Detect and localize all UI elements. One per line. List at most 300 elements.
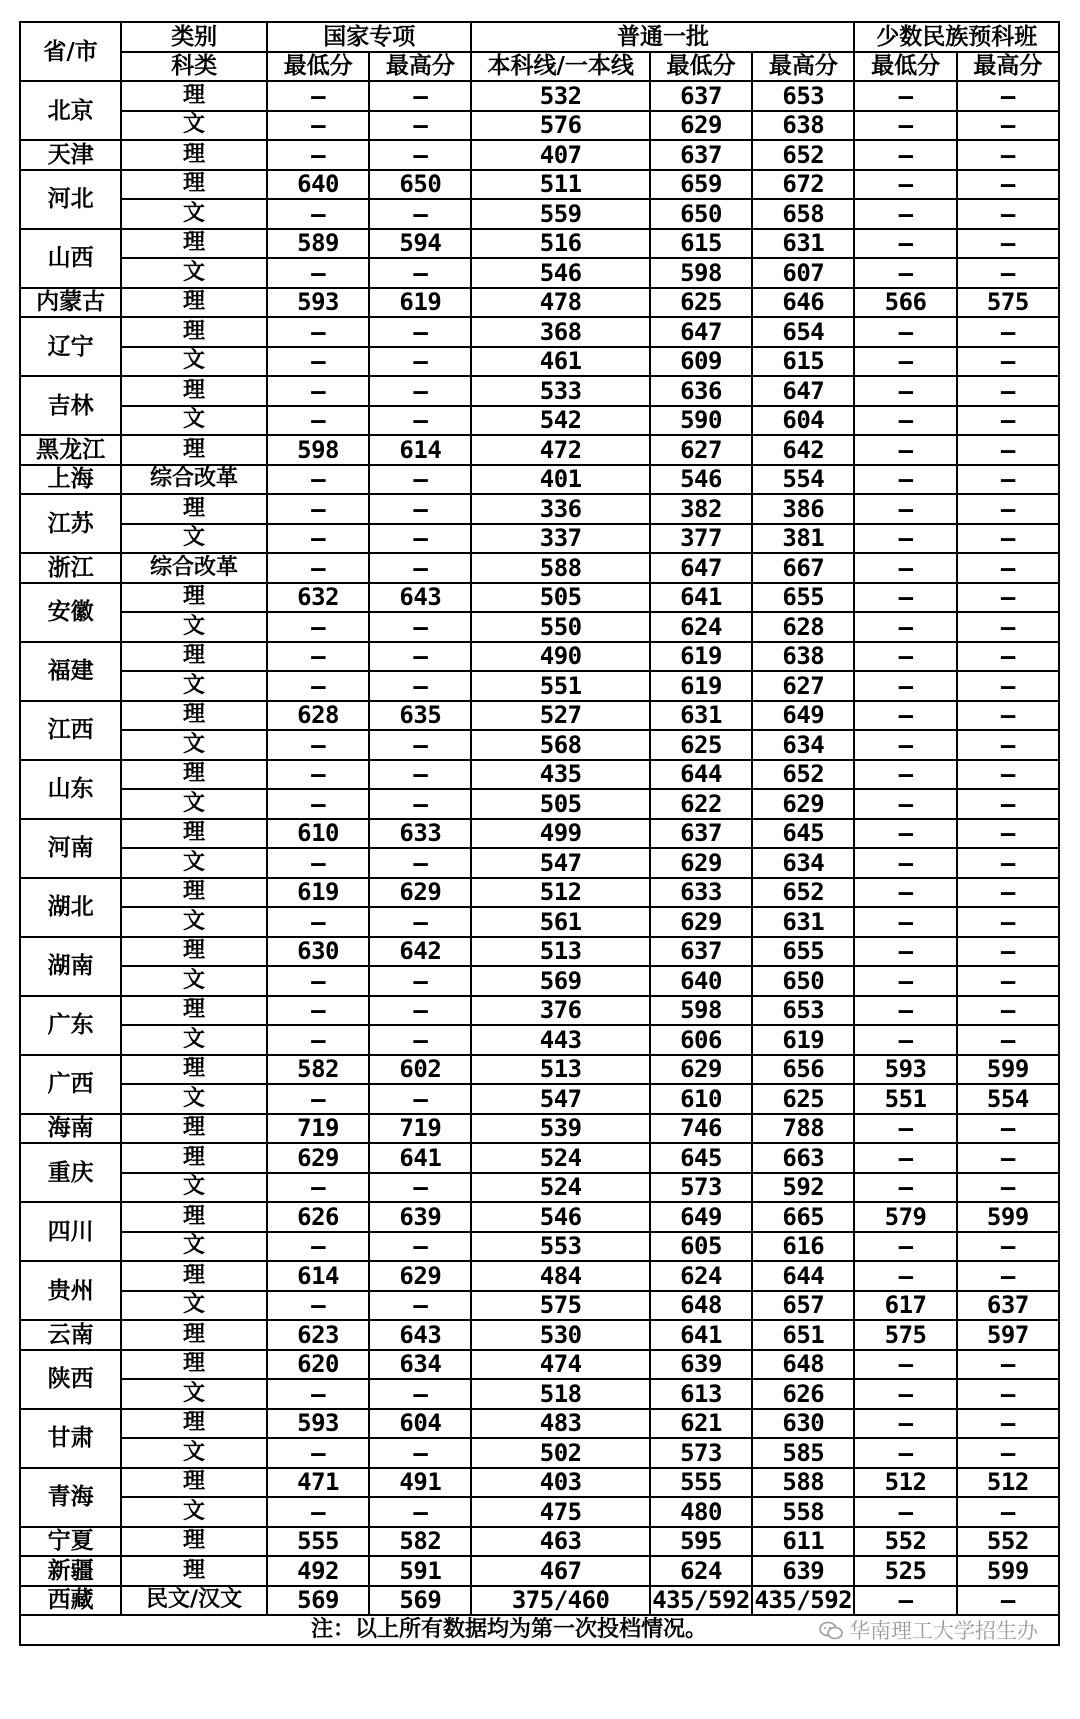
min-max-cell: 637 (957, 1291, 1059, 1321)
min-max-cell: — (957, 1350, 1059, 1380)
nat-max-cell: — (369, 671, 471, 701)
gen-min-cell: 650 (650, 199, 752, 229)
category-cell: 理 (121, 1527, 267, 1557)
nat-min-cell: 582 (267, 1055, 369, 1085)
nat-max-cell: 602 (369, 1055, 471, 1085)
nat-min-cell: 719 (267, 1114, 369, 1144)
province-cell: 海南 (20, 1114, 121, 1144)
gen-min-cell: 598 (650, 258, 752, 288)
table-header (20, 22, 1059, 81)
header-general-max: 最高分 (752, 52, 854, 82)
min-min-cell: — (854, 229, 956, 259)
nat-min-cell: 632 (267, 583, 369, 613)
min-min-cell: 575 (854, 1320, 956, 1350)
min-max-cell: — (957, 1025, 1059, 1055)
table-row (20, 1084, 1059, 1114)
gen-min-cell: 649 (650, 1202, 752, 1232)
min-min-cell: — (854, 1350, 956, 1380)
gen-max-cell: 644 (752, 1261, 854, 1291)
line-cell: 518 (471, 1379, 649, 1409)
gen-max-cell: 663 (752, 1143, 854, 1173)
gen-max-cell: 672 (752, 170, 854, 200)
province-cell: 甘肃 (20, 1409, 121, 1468)
gen-min-cell: 621 (650, 1409, 752, 1439)
min-max-cell: — (957, 111, 1059, 141)
gen-min-cell: 641 (650, 1320, 752, 1350)
min-max-cell: — (957, 435, 1059, 465)
min-min-cell: — (854, 199, 956, 229)
nat-min-cell: 640 (267, 170, 369, 200)
nat-min-cell: — (267, 848, 369, 878)
gen-min-cell: 625 (650, 730, 752, 760)
min-min-cell: 566 (854, 288, 956, 318)
nat-max-cell: — (369, 612, 471, 642)
category-cell: 理 (121, 81, 267, 111)
gen-max-cell: 631 (752, 229, 854, 259)
header-national-special: 国家专项 (267, 22, 472, 52)
line-cell: 478 (471, 288, 649, 318)
min-min-cell: — (854, 1438, 956, 1468)
min-min-cell: — (854, 730, 956, 760)
table-row (20, 760, 1059, 790)
min-min-cell: — (854, 317, 956, 347)
min-max-cell: — (957, 258, 1059, 288)
line-cell: 483 (471, 1409, 649, 1439)
nat-min-cell: — (267, 1232, 369, 1262)
min-max-cell: — (957, 406, 1059, 436)
table-row (20, 1379, 1059, 1409)
table-row (20, 435, 1059, 465)
category-cell: 文 (121, 907, 267, 937)
watermark (819, 1618, 1038, 1644)
gen-max-cell: 619 (752, 1025, 854, 1055)
min-max-cell: — (957, 819, 1059, 849)
min-min-cell: — (854, 1232, 956, 1262)
nat-max-cell: — (369, 789, 471, 819)
line-cell: 551 (471, 671, 649, 701)
province-cell: 河北 (20, 170, 121, 229)
line-cell: 542 (471, 406, 649, 436)
category-cell: 文 (121, 730, 267, 760)
line-cell: 502 (471, 1438, 649, 1468)
category-cell: 文 (121, 612, 267, 642)
gen-min-cell: 640 (650, 966, 752, 996)
gen-max-cell: 651 (752, 1320, 854, 1350)
wechat-icon (819, 1621, 843, 1641)
nat-max-cell: — (369, 1084, 471, 1114)
nat-max-cell: — (369, 553, 471, 583)
min-min-cell: 525 (854, 1556, 956, 1586)
min-min-cell: — (854, 1497, 956, 1527)
min-max-cell: — (957, 878, 1059, 908)
table-row (20, 1173, 1059, 1203)
gen-max-cell: 649 (752, 701, 854, 731)
table-row (20, 1497, 1059, 1527)
province-cell: 安徽 (20, 583, 121, 642)
category-cell: 理 (121, 878, 267, 908)
line-cell: 568 (471, 730, 649, 760)
province-cell: 重庆 (20, 1143, 121, 1202)
table-row (20, 1202, 1059, 1232)
gen-max-cell: 629 (752, 789, 854, 819)
category-cell: 理 (121, 140, 267, 170)
nat-min-cell: — (267, 1379, 369, 1409)
nat-min-cell: 598 (267, 435, 369, 465)
province-cell: 江苏 (20, 494, 121, 553)
province-cell: 北京 (20, 81, 121, 140)
table-row (20, 465, 1059, 495)
nat-max-cell: — (369, 996, 471, 1026)
gen-max-cell: 788 (752, 1114, 854, 1144)
province-cell: 辽宁 (20, 317, 121, 376)
score-table-container (19, 21, 1060, 1646)
gen-min-cell: 637 (650, 937, 752, 967)
header-national-max: 最高分 (369, 52, 471, 82)
gen-max-cell: 638 (752, 642, 854, 672)
line-cell: 547 (471, 848, 649, 878)
min-max-cell: — (957, 730, 1059, 760)
table-row (20, 819, 1059, 849)
header-minority-min: 最低分 (854, 52, 956, 82)
min-min-cell: — (854, 819, 956, 849)
province-cell: 广西 (20, 1055, 121, 1114)
line-cell: 375/460 (471, 1586, 649, 1616)
table-row (20, 258, 1059, 288)
line-cell: 443 (471, 1025, 649, 1055)
province-cell: 贵州 (20, 1261, 121, 1320)
line-cell: 546 (471, 1202, 649, 1232)
line-cell: 376 (471, 996, 649, 1026)
min-min-cell: — (854, 907, 956, 937)
line-cell: 513 (471, 1055, 649, 1085)
line-cell: 530 (471, 1320, 649, 1350)
line-cell: 524 (471, 1143, 649, 1173)
nat-min-cell: — (267, 347, 369, 377)
nat-max-cell: — (369, 111, 471, 141)
min-max-cell: 575 (957, 288, 1059, 318)
gen-min-cell: 624 (650, 1556, 752, 1586)
gen-min-cell: 637 (650, 819, 752, 849)
line-cell: 435 (471, 760, 649, 790)
category-cell: 理 (121, 1055, 267, 1085)
gen-max-cell: 630 (752, 1409, 854, 1439)
table-row (20, 1143, 1059, 1173)
min-max-cell: — (957, 376, 1059, 406)
category-cell: 理 (121, 1202, 267, 1232)
table-row (20, 494, 1059, 524)
gen-min-cell: 382 (650, 494, 752, 524)
category-cell: 理 (121, 701, 267, 731)
line-cell: 511 (471, 170, 649, 200)
line-cell: 336 (471, 494, 649, 524)
gen-max-cell: 558 (752, 1497, 854, 1527)
line-cell: 461 (471, 347, 649, 377)
nat-min-cell: — (267, 553, 369, 583)
min-max-cell: — (957, 612, 1059, 642)
province-cell: 福建 (20, 642, 121, 701)
line-cell: 472 (471, 435, 649, 465)
nat-max-cell: 719 (369, 1114, 471, 1144)
gen-min-cell: 637 (650, 81, 752, 111)
min-max-cell: 599 (957, 1556, 1059, 1586)
province-cell: 河南 (20, 819, 121, 878)
header-line: 本科线/一本线 (471, 52, 649, 82)
category-cell: 理 (121, 1350, 267, 1380)
min-max-cell: — (957, 553, 1059, 583)
nat-max-cell: — (369, 730, 471, 760)
line-cell: 569 (471, 966, 649, 996)
table-row (20, 642, 1059, 672)
table-body (20, 81, 1059, 1615)
nat-min-cell: — (267, 317, 369, 347)
watermark-text: 华南理工大学招生办 (849, 1619, 1038, 1643)
table-row (20, 1025, 1059, 1055)
nat-max-cell: — (369, 760, 471, 790)
province-cell: 湖南 (20, 937, 121, 996)
gen-max-cell: 381 (752, 524, 854, 554)
gen-max-cell: 653 (752, 996, 854, 1026)
province-cell: 新疆 (20, 1556, 121, 1586)
gen-min-cell: 613 (650, 1379, 752, 1409)
gen-max-cell: 652 (752, 878, 854, 908)
line-cell: 505 (471, 583, 649, 613)
nat-min-cell: — (267, 494, 369, 524)
line-cell: 337 (471, 524, 649, 554)
header-category-top: 类别 (121, 22, 267, 52)
min-max-cell: — (957, 524, 1059, 554)
min-max-cell: — (957, 140, 1059, 170)
line-cell: 539 (471, 1114, 649, 1144)
gen-min-cell: 615 (650, 229, 752, 259)
nat-min-cell: — (267, 907, 369, 937)
nat-max-cell: 633 (369, 819, 471, 849)
gen-max-cell: 655 (752, 937, 854, 967)
table-row (20, 1527, 1059, 1557)
gen-max-cell: 634 (752, 848, 854, 878)
nat-min-cell: — (267, 465, 369, 495)
min-max-cell: — (957, 1261, 1059, 1291)
min-min-cell: — (854, 701, 956, 731)
table-row (20, 1468, 1059, 1498)
province-cell: 青海 (20, 1468, 121, 1527)
nat-min-cell: — (267, 760, 369, 790)
min-min-cell: — (854, 494, 956, 524)
nat-min-cell: 626 (267, 1202, 369, 1232)
min-max-cell: — (957, 229, 1059, 259)
gen-min-cell: 609 (650, 347, 752, 377)
min-min-cell: — (854, 937, 956, 967)
category-cell: 理 (121, 376, 267, 406)
gen-min-cell: 622 (650, 789, 752, 819)
province-cell: 宁夏 (20, 1527, 121, 1557)
table-row (20, 966, 1059, 996)
gen-max-cell: 638 (752, 111, 854, 141)
province-cell: 云南 (20, 1320, 121, 1350)
category-cell: 文 (121, 406, 267, 436)
table-row (20, 1586, 1059, 1616)
nat-min-cell: 492 (267, 1556, 369, 1586)
line-cell: 467 (471, 1556, 649, 1586)
nat-max-cell: — (369, 317, 471, 347)
nat-max-cell: — (369, 1025, 471, 1055)
table-row (20, 1291, 1059, 1321)
gen-min-cell: 639 (650, 1350, 752, 1380)
header-province: 省/市 (20, 22, 121, 81)
min-min-cell: — (854, 996, 956, 1026)
nat-min-cell: — (267, 996, 369, 1026)
category-cell: 文 (121, 199, 267, 229)
table-row (20, 288, 1059, 318)
nat-max-cell: 639 (369, 1202, 471, 1232)
min-max-cell: 512 (957, 1468, 1059, 1498)
category-cell: 理 (121, 819, 267, 849)
nat-max-cell: 650 (369, 170, 471, 200)
nat-max-cell: — (369, 1173, 471, 1203)
gen-min-cell: 590 (650, 406, 752, 436)
table-row (20, 170, 1059, 200)
nat-min-cell: — (267, 642, 369, 672)
min-min-cell: — (854, 140, 956, 170)
nat-max-cell: — (369, 140, 471, 170)
min-max-cell: — (957, 907, 1059, 937)
line-cell: 524 (471, 1173, 649, 1203)
line-cell: 490 (471, 642, 649, 672)
min-max-cell: — (957, 583, 1059, 613)
category-cell: 文 (121, 848, 267, 878)
gen-max-cell: 648 (752, 1350, 854, 1380)
min-min-cell: 552 (854, 1527, 956, 1557)
table-row (20, 701, 1059, 731)
province-cell: 广东 (20, 996, 121, 1055)
gen-max-cell: 647 (752, 376, 854, 406)
gen-max-cell: 665 (752, 1202, 854, 1232)
nat-min-cell: — (267, 406, 369, 436)
province-cell: 西藏 (20, 1586, 121, 1616)
min-max-cell: — (957, 1114, 1059, 1144)
category-cell: 文 (121, 1438, 267, 1468)
table-row (20, 878, 1059, 908)
gen-max-cell: 607 (752, 258, 854, 288)
gen-min-cell: 648 (650, 1291, 752, 1321)
gen-min-cell: 645 (650, 1143, 752, 1173)
province-cell: 浙江 (20, 553, 121, 583)
gen-max-cell: 604 (752, 406, 854, 436)
min-min-cell: — (854, 376, 956, 406)
gen-max-cell: 554 (752, 465, 854, 495)
min-max-cell: — (957, 1438, 1059, 1468)
category-cell: 综合改革 (121, 465, 267, 495)
min-min-cell: — (854, 1114, 956, 1144)
nat-max-cell: — (369, 465, 471, 495)
min-max-cell: — (957, 1586, 1059, 1616)
gen-max-cell: 639 (752, 1556, 854, 1586)
nat-min-cell: — (267, 1025, 369, 1055)
category-cell: 理 (121, 435, 267, 465)
gen-max-cell: 646 (752, 288, 854, 318)
gen-max-cell: 588 (752, 1468, 854, 1498)
table-row (20, 789, 1059, 819)
category-cell: 理 (121, 1556, 267, 1586)
line-cell: 499 (471, 819, 649, 849)
gen-min-cell: 629 (650, 1055, 752, 1085)
nat-min-cell: — (267, 524, 369, 554)
min-min-cell: — (854, 1261, 956, 1291)
gen-max-cell: 611 (752, 1527, 854, 1557)
min-max-cell: — (957, 848, 1059, 878)
nat-max-cell: — (369, 642, 471, 672)
nat-max-cell: — (369, 1438, 471, 1468)
nat-max-cell: — (369, 966, 471, 996)
min-min-cell: — (854, 671, 956, 701)
table-row (20, 553, 1059, 583)
gen-max-cell: 592 (752, 1173, 854, 1203)
category-cell: 理 (121, 1409, 267, 1439)
table-row (20, 199, 1059, 229)
table-row (20, 376, 1059, 406)
nat-max-cell: — (369, 848, 471, 878)
min-min-cell: — (854, 878, 956, 908)
line-cell: 484 (471, 1261, 649, 1291)
category-cell: 文 (121, 111, 267, 141)
header-category-bottom: 科类 (121, 52, 267, 82)
nat-max-cell: — (369, 1291, 471, 1321)
min-min-cell: — (854, 524, 956, 554)
nat-max-cell: — (369, 81, 471, 111)
category-cell: 综合改革 (121, 553, 267, 583)
gen-min-cell: 641 (650, 583, 752, 613)
nat-max-cell: 643 (369, 1320, 471, 1350)
min-max-cell: — (957, 760, 1059, 790)
header-national-min: 最低分 (267, 52, 369, 82)
gen-min-cell: 610 (650, 1084, 752, 1114)
note-text: 注：以上所有数据均为第一次投档情况。 (311, 1616, 708, 1642)
nat-min-cell: — (267, 1173, 369, 1203)
category-cell: 文 (121, 1497, 267, 1527)
min-max-cell: — (957, 81, 1059, 111)
table-row (20, 347, 1059, 377)
line-cell: 576 (471, 111, 649, 141)
line-cell: 561 (471, 907, 649, 937)
category-cell: 文 (121, 1173, 267, 1203)
gen-min-cell: 619 (650, 671, 752, 701)
min-min-cell: — (854, 465, 956, 495)
nat-min-cell: 593 (267, 288, 369, 318)
line-cell: 553 (471, 1232, 649, 1262)
nat-max-cell: — (369, 524, 471, 554)
nat-min-cell: 623 (267, 1320, 369, 1350)
min-min-cell: — (854, 1025, 956, 1055)
nat-max-cell: — (369, 494, 471, 524)
category-cell: 理 (121, 1468, 267, 1498)
min-min-cell: — (854, 642, 956, 672)
min-max-cell: — (957, 1409, 1059, 1439)
nat-min-cell: 593 (267, 1409, 369, 1439)
nat-max-cell: 604 (369, 1409, 471, 1439)
gen-min-cell: 605 (650, 1232, 752, 1262)
category-cell: 文 (121, 347, 267, 377)
line-cell: 407 (471, 140, 649, 170)
min-min-cell: — (854, 966, 956, 996)
category-cell: 理 (121, 170, 267, 200)
nat-max-cell: 591 (369, 1556, 471, 1586)
category-cell: 民文/汉文 (121, 1586, 267, 1616)
table-row (20, 907, 1059, 937)
gen-min-cell: 435/592 (650, 1586, 752, 1616)
line-cell: 532 (471, 81, 649, 111)
table-row (20, 1409, 1059, 1439)
gen-max-cell: 667 (752, 553, 854, 583)
min-min-cell: — (854, 81, 956, 111)
